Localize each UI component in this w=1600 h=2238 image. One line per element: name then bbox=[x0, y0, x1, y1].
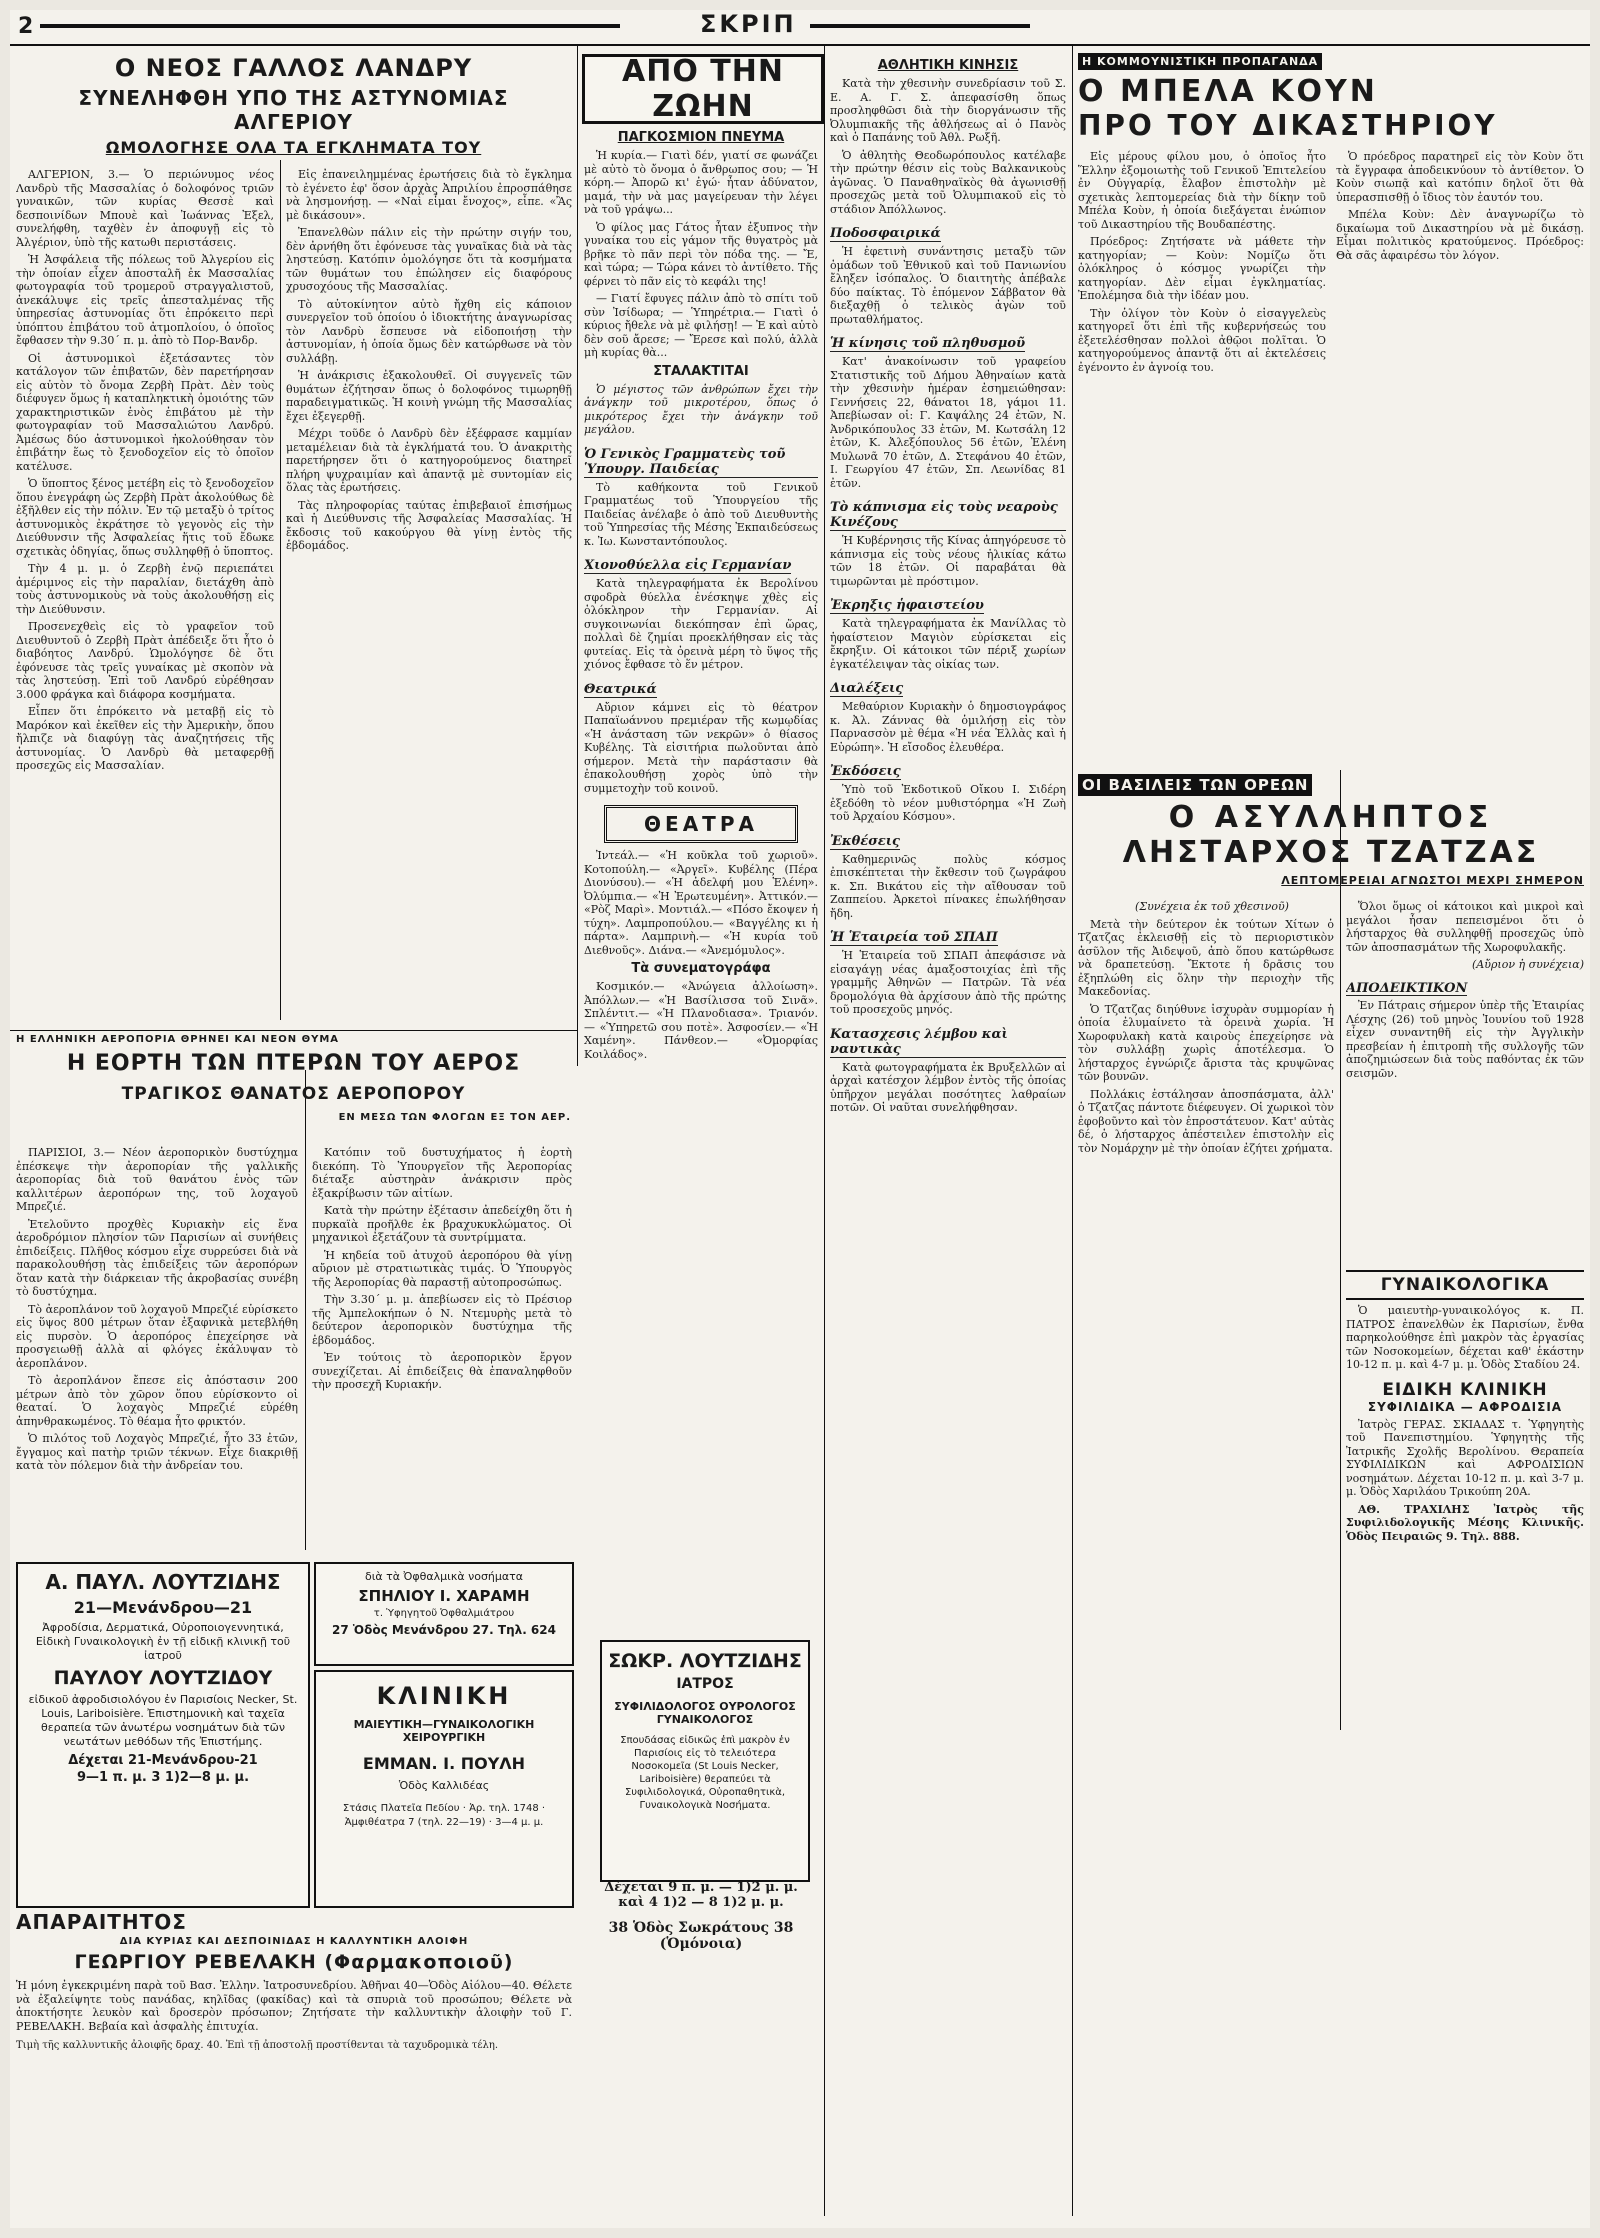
paragraph: Εἰς μέρους φίλου μου, ὁ ὁποῖος ἦτο Ἕλλην ἐξομοιωτὴς τοῦ Γενικοῦ Ἐπιτελείου ἐν Οὐγγαρίᾳ, ἔλαβον ἐπιστολὴν μὲ σχετικὰς λεπτομερείας διὰ τὴν δίκην τοῦ Μπέλα Κοὺν, ἡ ὁποία διεξάγεται ἐνώπιον τοῦ Δικαστηρίου τῆς Βουδαπέστης. bbox=[1078, 150, 1326, 231]
landru-headline: Ο ΝΕΟΣ ΓΑΛΛΟΣ ΛΑΝΔΡΥ bbox=[114, 54, 473, 82]
landru-article-left bbox=[16, 168, 274, 1028]
paragraph: Ἐν τούτοις τὸ ἀεροπορικὸν ἔργον συνεχίζεται. Αἱ ἐπιδείξεις θὰ ἐπαναληφθοῦν τὴν προσεχῆ Κυριακήν. bbox=[312, 1351, 572, 1391]
paragraph: Ἡ Ἀσφάλεια τῆς πόλεως τοῦ Ἀλγερίου εἰς τὴν ὁποίαν εἶχεν ἀποσταλῆ ἐκ Μασσαλίας φωτογραφία τοῦ τρομεροῦ στραγγαλιστοῦ, ἀνεκάλυψε εἰς τρεῖς ἀπεσταλμένας τῆς ὑπηρεσίας ἀστυνομίας ὅτι ἐπρόκειτο περὶ ὑπόπτου ἐπιβάτου τοῦ ἀτμοπλοίου, ὁ ὁποῖος ἔφθασεν τὴν 9.30΄ π. μ. ἀπὸ τὸ Πορ-Βανδρ. bbox=[16, 253, 274, 347]
paragraph: Ἐτελοῦντο προχθὲς Κυριακὴν εἰς ἕνα ἀεροδρόμιον πλησίον τῶν Παρισίων αἱ συνήθεις ἐπιδείξεις. Πλῆθος κόσμου εἶχε συρρεύσει διὰ νὰ παρακολουθήσῃ τὰς ἐπιδείξεις τῶν ἀεροπόρων ὅταν κατὰ τὴν διάρκειαν τῆς ἀκροβασίας συνέβη τὸ δυστύχημα. bbox=[16, 1217, 298, 1298]
ad-doctor-loutzidis-footer bbox=[590, 1880, 812, 2000]
ad-doctor-loutzidis bbox=[600, 1640, 810, 1882]
paragraph: Τὸ καθήκοντα τοῦ Γενικοῦ Γραμματέως τοῦ Ὑπουργείου τῆς Παιδείας ἀνέλαβε ὁ ἀπὸ τοῦ Διευθυντὴς τοῦ Ὑπηρεσίας τῆς Μέσης Ἐκπαιδεύσεως κ. Ἰω. Κωνσταντόπουλος. bbox=[584, 480, 818, 548]
section-heading: Κατασχεσις λέμβου καὶ ναυτικὰς bbox=[830, 1027, 1066, 1058]
paragraph: Μπέλα Κοὺν: Δὲν ἀναγνωρίζω τὸ δικαίωμα τοῦ Δικαστηρίου νὰ μὲ δικάσῃ. Εἶμαι πολιτικὸς κρατούμενος. Πρόεδρος: Θὰ σᾶς ἀφαιρέσω τὸν λόγον. bbox=[1336, 208, 1584, 262]
paragraph: Κατὰ φωτογραφήματα ἐκ Βρυξελλῶν αἱ ἀρχαὶ κατέσχον λέμβον ἐντὸς τῆς ὁποίας ὑπῆρχον μεγάλαι ποσότητες λαθραίων ποτῶν. Οἱ ναῦται συνελήφθησαν. bbox=[830, 1060, 1066, 1114]
aviation-kicker: Η ΕΛΛΗΝΙΚΗ ΑΕΡΟΠΟΡΙΑ ΘΡΗΝΕΙ ΚΑΙ ΝΕΟΝ ΘΥΜΑ bbox=[16, 1034, 340, 1045]
ad-specialty: ΣΥΦΙΛΙΔΟΛΟΓΟΣ ΟΥΡΟΛΟΓΟΣ ΓΥΝΑΙΚΟΛΟΓΟΣ bbox=[614, 1700, 796, 1726]
section-heading: ΣΤΑΛΑΚΤΙΤΑΙ bbox=[653, 363, 749, 379]
ad-address: 21—Μενάνδρου—21 bbox=[73, 1598, 253, 1617]
landru-headline-block bbox=[16, 52, 571, 162]
paragraph: Ὁ ἀθλητὴς Θεοδωρόπουλος κατέλαβε τὴν πρώτην θέσιν εἰς τοὺς Βαλκανικοὺς ἀγῶνας. Ὁ Παναθηναϊκὸς θὰ ἀγωνισθῇ προσεχῶς μετὰ τοῦ Ὀλυμπιακοῦ εἰς τὸ στάδιον Ἀπόλλωνος. bbox=[830, 148, 1066, 216]
theatres-heading: ΘΕΑΤΡΑ bbox=[644, 812, 758, 836]
banner-title: ΑΠΟ ΤΗΝ ΖΩΗΝ bbox=[622, 54, 784, 124]
section-heading: Ἐκδόσεις bbox=[830, 764, 901, 779]
brigand-headline: Ο ΑΣΥΛΛΗΠΤΟΣ bbox=[1168, 800, 1494, 835]
landru-deck: ΩΜΟΛΟΓΗΣΕ ΟΛΑ ΤΑ ΕΓΚΛΗΜΑΤΑ ΤΟΥ bbox=[105, 138, 482, 157]
paragraph: Κατὰ τηλεγραφήματα ἐκ Μανίλλας τὸ ἡφαίστειον Μαγιὸν εὑρίσκεται εἰς ἔκρηξιν. Οἱ κάτοικοι τῶν πέριξ χωρίων ἐγκατέλειψαν τὰς οἰκίας των. bbox=[830, 617, 1066, 671]
ad-name: ΣΩΚΡ. ΛΟΥΤΖΙΔΗΣ bbox=[608, 1650, 802, 1672]
ad-text: διὰ τὰ Ὀφθαλμικὰ νοσήματα bbox=[364, 1570, 524, 1583]
ad-name: ΓΕΩΡΓΙΟΥ ΡΕΒΕΛΑΚΗ (Φαρμακοποιοῦ) bbox=[74, 1951, 514, 1973]
ad-address: Ὁδὸς Καλλιδέας bbox=[398, 1779, 490, 1792]
ad-text: Σπουδάσας εἰδικῶς ἐπὶ μακρὸν ἐν Παρισίοις εἰς τὸ τελειότερα Νοσοκομεῖα (St Louis Necker, Lariboisière) θεραπεύει τὰ Συφιλιδολογικά, Οὐροπαθητικὰ, Γυναικολογικὰ Νοσήματα. bbox=[620, 1735, 790, 1811]
paragraph: Οἱ ἀστυνομικοὶ ἐξετάσαντες τὸν κατάλογον τῶν ἐπιβατῶν, δὲν παρετήρησαν εἰς αὐτὸν τὸ ὄνομα Ζερβὴ Πρὰτ. Δὲν τοὺς διέφυγεν ὅμως ἡ καταπληκτικὴ ὁμοιότης τῶν χαρακτηριστικῶν ἑνὸς ἐπιβάτου μὲ τὴν φωτογραφίαν τοῦ Μασσαλιώτου Λανδρύ. Ἀμέσως δύο ἀστυνομικοὶ ἠκολούθησαν τὸν ἐπιβάτην ἕως τὸ ξενοδοχεῖον εἰς τὸ ὁποῖον κατέλυσε. bbox=[16, 351, 274, 473]
paragraph: Πρόεδρος: Ζητήσατε νὰ μάθετε τὴν κατηγορίαν; — Κοὺν: Νομίζω ὅτι ὁλόκληρος ὁ κόσμος γνωρίζει τὴν κατηγορίαν. Δὲν εἶμαι ἐγκληματίας. Ἐπολέμησα διὰ τὴν ἰδέαν μου. bbox=[1078, 235, 1326, 302]
section-heading: Ἡ κίνησις τοῦ πληθυσμοῦ bbox=[830, 336, 1026, 351]
ad-charamis bbox=[314, 1562, 574, 1666]
paragraph: Εἰς ἐπανειλημμένας ἐρωτήσεις διὰ τὸ ἔγκλημα τὸ ἐγένετο ἐφ' ὅσον ἀρχὰς Ἀπριλίου ἐπροσπάθησε νὰ λησμονήσῃ. — «Ναὶ εἶμαι ἔνοχος», εἶπε. «Ἂς μὲ δικάσουν». bbox=[286, 168, 572, 222]
brigand-article-right bbox=[1346, 900, 1584, 1260]
brigand-deck: ΛΕΠΤΟΜΕΡΕΙΑΙ ΑΓΝΩΣΤΟΙ ΜΕΧΡΙ ΣΗΜΕΡΟΝ bbox=[1281, 874, 1584, 887]
section-heading: ΠΑΓΚΟΣΜΙΟΝ ΠΝΕΥΜΑ bbox=[617, 130, 785, 145]
ad-text: εἰδικοῦ ἀφροδισιολόγου ἐν Παρισίοις Necker, St. Louis, Lariboisière. Ἐπιστημονικὴ καὶ ταχεῖα θεραπεία τῶν ἀνωτέρω νοσημάτων διὰ τῶν νεωτάτων μεθόδων τῆς Ἐπιστήμης. bbox=[28, 1693, 298, 1748]
medical-ads bbox=[1346, 1270, 1584, 1730]
ad-hours: Δέχεται 21-Μενάνδρου-21 bbox=[68, 1753, 258, 1768]
aviation-article-left bbox=[16, 1146, 298, 1556]
paragraph: Μέχρι τοῦδε ὁ Λανδρὺ δὲν ἐξέφρασε καμμίαν μεταμέλειαν διὰ τὰ ἐγκλήματά του. Ὁ ἀνακριτὴς παρετήρησεν ὅτι ὁ κατηγορούμενος διατηρεῖ πλήρη ψυχραιμίαν καὶ ἀπαντᾷ μὲ συντομίαν εἰς ὅλας τὰς ἐρωτήσεις. bbox=[286, 427, 572, 494]
paragraph: Ἐν Πάτραις σήμερον ὑπὲρ τῆς Ἐταιρίας Λέσχης (26) τοῦ μηνὸς Ἰουνίου τοῦ 1928 εἶχεν συναντηθῆ εἰς τὴν Ἀγγλικὴν πρεσβείαν ἡ ἐπιτροπὴ τῆς συλλογῆς τῶν ἀποζημιώσεων διὰ τοὺς παθόντας ἐκ τῶν σεισμῶν. bbox=[1346, 999, 1584, 1080]
paragraph: Κατόπιν τοῦ δυστυχήματος ἡ ἑορτὴ διεκόπη. Τὸ Ὑπουργεῖον τῆς Ἀεροπορίας διέταξε αὐστηρὰν ἀνάκρισιν πρὸς ἐξακρίβωσιν τῶν αἰτίων. bbox=[312, 1146, 572, 1200]
paragraph: Κατὰ τὴν πρώτην ἐξέτασιν ἀπεδείχθη ὅτι ἡ πυρκαϊὰ προῆλθε ἐκ βραχυκυκλώματος. Οἱ μηχανικοὶ ἐξετάζουν τὰ συντρίμματα. bbox=[312, 1204, 572, 1244]
paragraph: Ὁ ὕποπτος ξένος μετέβη εἰς τὸ ξενοδοχεῖον ὅπου ἐνεγράφη ὡς Ζερβὴ Πρὰτ ἀκολούθως δὲ ἐξῆλθεν εἰς τὴν πόλιν. Ἐν τῷ μεταξὺ ὁ τρίτος ἀστυνομικὸς ἐκράτησε τὸ γεγονὸς εἰς τὴν Διεύθυνσιν τῆς Ἀσφαλείας ἥτις τοῦ ἔδωκε σχετικὰς ὁδηγίας, ὅπως συλληφθῇ ὁ ὕποπτος. bbox=[16, 477, 274, 558]
paragraph: Κατὰ τηλεγραφήματα ἐκ Βερολίνου σφοδρὰ θύελλα ἐνέσκηψε χθὲς εἰς ὁλόκληρον τὴν Γερμανίαν. Αἱ συγκοινωνίαι διεκόπησαν ἐπὶ ὥρας, πολλαὶ δὲ ζημίαι προεκλήθησαν εἰς τὰς φυτείας. Εἰς τὰ ὀρεινὰ μέρη τὸ ὕψος τῆς χιόνος ἔφθασε τὸ ἕν μέτρον. bbox=[584, 577, 818, 671]
theatres-box bbox=[604, 805, 798, 843]
paragraph: Πολλάκις ἐστάλησαν ἀποσπάσματα, ἀλλ' ὁ Τζατζας πάντοτε διέφευγεν. Οἱ χωρικοὶ τὸν ἐφοβοῦντο καὶ τὸν ἐπροστάτευον. Κατ' αὐτὰς δέ, ὁ λήσταρχος ἀπέστειλεν ἐπιστολὴν εἰς τὸν Νομάρχην μὲ τὴν ὁποίαν ἐζήτει χρήματα. bbox=[1078, 1087, 1334, 1155]
column-divider bbox=[305, 1070, 306, 1550]
newspaper-page bbox=[10, 10, 1590, 2228]
column-divider bbox=[280, 160, 281, 1020]
ad-clinic-poulis bbox=[314, 1670, 574, 1908]
paragraph: Προσενεχθεὶς εἰς τὸ γραφεῖον τοῦ Διευθυντοῦ ὁ Ζερβὴ Πρὰτ ἀπέδειξε ὅτι ἦτο ὁ διαβόητος Λανδρύ. Ὡμολόγησε δὲ ὅτι ἐφόνευσε τὰς τρεῖς γυναίκας μὲ σκοπὸν νὰ τὰς ληστεύσῃ. Ἐπὶ τοῦ Λανδρύ εὑρέθησαν 3.000 φράγκα καὶ διάφορα κοσμήματα. bbox=[16, 620, 274, 701]
paragraph: Ἡ Ἑταιρεία τοῦ ΣΠΑΠ ἀπεφάσισε νὰ εἰσαγάγῃ νέας ἀμαξοστοιχίας ἐπὶ τῆς γραμμῆς Ἀθηνῶν — Πατρῶν. Τὰ νέα δρομολόγια θὰ ἀρχίσουν ἀπὸ τῆς πρώτης τοῦ προσεχοῦς μηνός. bbox=[830, 949, 1066, 1016]
gynecology-heading: ΓΥΝΑΙΚΟΛΟΓΙΚΑ bbox=[1346, 1270, 1584, 1300]
ad-loutzidis bbox=[16, 1562, 310, 1908]
ad-title: ΚΛΙΝΙΚΗ bbox=[376, 1682, 512, 1710]
brigand-headline-block bbox=[1078, 774, 1584, 894]
paragraph: Τὸ ἀεροπλάνον ἔπεσε εἰς ἀπόστασιν 200 μέτρων ἀπὸ τὸν χῶρον ὅπου εὑρίσκοντο οἱ θεαταί. Ὁ λοχαγὸς Μπρεζιέ εὑρέθη ἀπηνθρακωμένος. Τὸ θέαμα ἦτο φρικτόν. bbox=[16, 1374, 298, 1428]
paragraph: Κοσμικόν.— «Ἀνώγεια ἀλλοίωση». Ἀπόλλων.— «Ἡ Βασίλισσα τοῦ Σινᾶ». Σπλέντιτ.— «Ἡ Πλανοδιασα». Τριανόν.— «Ὑπηρετῶ σου ποτὲ». Ἀσφοσίεν.— «Ἡ Χαμένη». Πάνθεον.— «Ὀμορφίας Κοιλάδος». bbox=[584, 980, 818, 1061]
ad-name: ΠΑΥΛΟΥ ΛΟΥΤΖΙΔΟΥ bbox=[53, 1667, 273, 1689]
section-heading: Τὰ συνεματογράφα bbox=[631, 961, 771, 976]
aviation-headline-block bbox=[16, 1034, 571, 1142]
ad-text: Ἡ μόνη ἐγκεκριμένη παρὰ τοῦ Βασ. Ἑλλην. Ἰατροσυνεδρίου. Ἀθῆναι 40—Ὁδὸς Αἰόλου—40. Θέλετε νὰ ἐξαλείψητε τοὺς πανάδας, κηλῖδας (φακίδας) καὶ τὰ σπυριὰ τοῦ προσώπου; Θέλετε νὰ ἀποκτήσητε λευκὸν καὶ δροσερὸν πρόσωπον; Ζητήσατε τὴν καλλυντικὴν ἀλοιφὴν τοῦ Γ. ΡΕΒΕΛΑΚΗ. Βεβαία καὶ ἀσφαλὴς ἐπιτυχία. bbox=[16, 1979, 572, 2033]
ad-revelakis bbox=[16, 1910, 572, 2210]
paragraph: Ἡ κυρία.— Γιατὶ δέν, γιατί σε φωνάζει μὲ αὐτὸ τὸ ὄνομα ὁ ἄνθρωπος σου; — Ἡ κόρη.— Ἀπορῶ κι' ἐγώ· ἦταν ἀδύνατον, μαμά, τὴν νὰ μας μαγείρευαν τὴν λέγει νὰ τοῦ γράψω... bbox=[584, 149, 818, 216]
ad-title: ΑΠΑΡΑΙΤΗΤΟΣ bbox=[16, 1910, 187, 1934]
paragraph: Τὴν 3.30΄ μ. μ. ἀπεβίωσεν εἰς τὸ Πρέσιορ τῆς Ἀμπελοκήπων ὁ Ν. Ντεμυρὴς μετὰ τὸ δεύτερον ἀεροπορικὸν δυστύχημα τῆς ἑβδομάδος. bbox=[312, 1293, 572, 1347]
paragraph: Ὁ μαιευτὴρ-γυναικολόγος κ. Π. ΠΑΤΡΟΣ ἐπανελθὼν ἐκ Παρισίων, ἔνθα παρηκολούθησε ἐπὶ μακρὸν τὰς ἐργασίας τῶν Νοσοκομείων, δέχεται καθ' ἑκάστην 10-12 π. μ. καὶ 4-7 μ. μ. Ὁδὸς Σταδίου 24. bbox=[1346, 1304, 1584, 1371]
paragraph: Ὁ φίλος μας Γάτος ἦταν ἐξυπνος τὴν γυναίκα του εἰς γάμον τῆς θυγατρὸς μὰ βρῆκε τὸ πᾶν περὶ τὸν πόδα της. — Ἔ, καὶ τώρα; — Τώρα κάνει τὸ ἀντίθετο. Τῆς φέρνει τὸ πᾶν εἰς τὸ κεφάλι της! bbox=[584, 220, 818, 288]
ad-name: ΕΜΜΑΝ. Ι. ΠΟΥΛΗ bbox=[362, 1754, 526, 1773]
column-divider bbox=[1072, 46, 1073, 2216]
section-heading: ΑΘΛΗΤΙΚΗ ΚΙΝΗΣΙΣ bbox=[877, 58, 1019, 73]
paragraph: Τὴν 4 μ. μ. ὁ Ζερβὴ ἐνῷ περιεπάτει ἀμέριμνος εἰς τὴν παραλίαν, διετάχθη ἀπὸ τοὺς ἀστυνομικοὺς νὰ τοὺς ἀκολουθήσῃ εἰς τὴν Διεύθυνσιν. bbox=[16, 562, 274, 616]
section-heading: Διαλέξεις bbox=[830, 681, 904, 696]
paragraph: Ἰντεάλ.— «Ἡ κοῦκλα τοῦ χωριοῦ». Κοτοπούλη.— «Ἀργεῖ». Κυβέλης (Πέρα Διονύσου).— «Ἡ ἀδελφή μου Ἑλένη». Ὀλύμπια.— «Ἡ Ἐρωτευμένη». Ἀττικόν.— «Ρὸζ Μαρὶ». Μοντιάλ.— «Πόσο ἔκοψεν ἡ τύχη». Λαμπροπούλου.— «Βαγγέλης κι ἡ πάρτα». Λαμπρινὴ.— «Ἡ κυρία τοῦ Διεθνοῦς». Διάνα.— «Ἀνεμόμυλος». bbox=[584, 849, 818, 957]
ad-hours: Δέχεται 9 π. μ. — 1)2 μ. μ. καὶ 4 1)2 — 8 1)2 μ. μ. bbox=[604, 1880, 798, 1910]
column-divider bbox=[577, 46, 578, 1066]
paragraph: — Γιατί ἔφυγες πάλιν ἀπὸ τὸ σπίτι τοῦ σὺν Ἰσίδωρα; — Ὑπηρέτρια.— Γιατὶ ὁ κύριος ἤθελε νὰ μὲ φιλήσῃ! — Ἐ καὶ αὐτὸ δὲν σοῦ ἄρεσε; — Ἔρεσε καὶ πολύ, ἀλλὰ μὴ κυρίας θὰ... bbox=[584, 292, 818, 359]
paragraph: Τὴν ὁλίγον τὸν Κοὺν ὁ εἰσαγγελεὺς κατηγορεῖ ὅτι ἐπὶ τῆς κυβερνήσεώς του ἐξετελέσθησαν πολλοὶ ἀθῷοι πολῖται. Ὁ κατηγορούμενος ἀπαντᾷ ὅτι αἱ ἐκτελέσεις ἐγένοντο ἐν ἀγνοίᾳ του. bbox=[1078, 306, 1326, 374]
masthead: ΣΚΡΙΠ bbox=[700, 10, 797, 38]
ad-sub: τ. Ὑφηγητοῦ Ὀφθαλμιάτρου bbox=[373, 1608, 515, 1619]
ad-title: Α. ΠΑΥΛ. ΛΟΥΤΖΙΔΗΣ bbox=[45, 1570, 281, 1594]
paragraph: Κατ' ἀνακοίνωσιν τοῦ γραφείου Στατιστικῆς τοῦ Δήμου Ἀθηναίων κατὰ τὴν χθεσινὴν ἡμέραν ἐσημειώθησαν: Γεννήσεις 22, θάνατοι 18, γάμοι 11. Ἀπεβίωσαν οἱ: Γ. Καψάλης 24 ἐτῶν, Ν. Ἀνδρικόπουλος 33 ἐτῶν, Μ. Κωτσάλη 12 ἐτῶν, Κ. Ἀλεξόπουλος 56 ἐτῶν, Ἑλένη Μυλωνᾶ 70 ἐτῶν, Δ. Στεφάνου 40 ἐτῶν, Ι. Γεωργίου 47 ἐτῶν, Σπ. Λεωνίδας 81 ἐτῶν. bbox=[830, 355, 1066, 490]
ad-price: Τιμὴ τῆς καλλυντικῆς ἀλοιφῆς δραχ. 40. Ἐπὶ τῇ ἀποστολῇ προστίθενται τὰ ταχυδρομικὰ τέλη. bbox=[16, 2040, 499, 2051]
paragraph: Ὁ πρόεδρος παρατηρεῖ εἰς τὸν Κοὺν ὅτι τὰ ἔγγραφα ἀποδεικνύουν τὸ ἀντίθετον. Ὁ Κοὺν σιωπᾷ καὶ κατόπιν δηλοῖ ὅτι θὰ ὑπερασπισθῇ ὁ ἴδιος τὸν ἑαυτόν του. bbox=[1336, 150, 1584, 204]
continuation-note: (Αὔριον ἡ συνέχεια) bbox=[1472, 958, 1584, 971]
aviation-deck: ΕΝ ΜΕΣΩ ΤΩΝ ΦΛΟΓΩΝ ΕΞ ΤΟΝ ΑΕΡ. bbox=[338, 1112, 571, 1123]
ad-sub: ΔΙΑ ΚΥΡΙΑΣ ΚΑΙ ΔΕΣΠΟΙΝΙΔΑΣ Η ΚΑΛΛΥΝΤΙΚΗ ΑΛΟΙΦΗ bbox=[119, 1936, 469, 1947]
section-heading: Ἐκθέσεις bbox=[830, 833, 900, 849]
bela-kun-subheadline: ΠΡΟ ΤΟΥ ΔΙΚΑΣΤΗΡΙΟΥ bbox=[1078, 109, 1498, 142]
paragraph: Ὑπὸ τοῦ Ἐκδοτικοῦ Οἴκου Ι. Σιδέρη ἐξεδόθη τὸ νέον μυθιστόρημα «Ἡ Ζωὴ τοῦ Ἀρχαίου Κόσμου». bbox=[830, 783, 1066, 823]
paragraph: Τὸ αὐτοκίνητον αὐτὸ ἤχθη εἰς κάποιον συνεργεῖον τοῦ ὁποίου ὁ ἰδιοκτήτης ἀναγνωρίσας τὸν Λανδρὺ ἔσπευσε νὰ εἰδοποιήσῃ τὴν ἀστυνομίαν, ἡ ὁποία ὅμως δὲν κατώρθωσε νὰ τὸν συλλάβῃ. bbox=[286, 297, 572, 365]
section-heading: Ἐκρηξις ἡφαιστείου bbox=[830, 598, 984, 613]
ad-info: Στάσις Πλατεῖα Πεδίου · Ἀρ. τηλ. 1748 · Ἀμφιθέατρα 7 (τηλ. 22—19) · 3—4 μ. μ. bbox=[342, 1803, 546, 1828]
paragraph: Ὁ μέγιστος τῶν ἀνθρώπων ἔχει τὴν ἀνάγκην τοῦ μικροτέρου, ὅπως ὁ μικρότερος ἔχει τὴν ἀνάγκην τοῦ μεγάλου. bbox=[584, 382, 818, 436]
continuation-note: (Συνέχεια ἐκ τοῦ χθεσινοῦ) bbox=[1135, 900, 1289, 913]
aviation-subheadline: ΤΡΑΓΙΚΟΣ ΘΑΝΑΤΟΣ ΑΕΡΟΠΟΡΟΥ bbox=[121, 1084, 466, 1104]
ad-title: ΙΑΤΡΟΣ bbox=[676, 1676, 734, 1692]
paragraph: Ἡ κηδεία τοῦ ἀτυχοῦ ἀεροπόρου θὰ γίνῃ αὔριον μὲ στρατιωτικὰς τιμάς. Ὁ Ὑπουργὸς τῆς Ἀεροπορίας θὰ παραστῇ αὐτοπροσώπως. bbox=[312, 1248, 572, 1289]
paragraph: Μετὰ τὴν δεύτερον ἐκ τούτων Χίτων ὁ Τζατζας ἐκλεισθῇ εἰς τὸ περιοριστικὸν ἀσῦλον τῆς Ἀιδεψοῦ, ἀπὸ ὅπου κατώρθωσε νὰ δραπετεύσῃ. Ἔκτοτε ἡ δρᾶσις του ἐξηπλώθη εἰς ὅλην τὴν περιοχὴν τῆς Μακεδονίας. bbox=[1078, 917, 1334, 998]
paragraph: Κατὰ τὴν χθεσινὴν συνεδρίασιν τοῦ Σ. Ε. Α. Γ. Σ. ἀπεφασίσθη ὅπως προσληφθῶσι διὰ τὴν διοργάνωσιν τῆς Ὀλυμπιακῆς τῆς ἀθλήσεως αἱ ὁ Πανὸς καὶ ὁ Παπάνης τοῦ Ἀθλ. Ρωξῆ. bbox=[830, 77, 1066, 144]
paragraph: Ὅλοι ὅμως οἱ κάτοικοι καὶ μικροὶ καὶ μεγάλοι ἦσαν πεπεισμένοι ὅτι ὁ λήσταρχος θὰ συλληφθῇ προσεχῶς ὑπὸ τῶν ἀποσπασμάτων τῆς Χωροφυλακῆς. bbox=[1346, 900, 1584, 954]
brigand-headline-2: ΛΗΣΤΑΡΧΟΣ ΤΖΑΤΖΑΣ bbox=[1122, 835, 1540, 870]
aviation-article-right bbox=[312, 1146, 572, 1556]
paragraph: Ὁ πιλότος τοῦ Λοχαγὸς Μπρεζιέ, ἦτο 33 ἐτῶν, ἔγγαμος καὶ πατὴρ τριῶν τέκνων. Εἶχε διακριθῇ κατὰ τὸν πόλεμον διὰ τὴν ἀνδρείαν του. bbox=[16, 1432, 298, 1472]
header-rule-left bbox=[40, 24, 620, 28]
paragraph: Τὸ ἀεροπλάνον τοῦ λοχαγοῦ Μπρεζιέ εὑρίσκετο εἰς ὕψος 800 μέτρων ὅταν ἐξαφνικὰ μετεβλήθη εἰς πυρσὸν. Ὁ ἀεροπόρος ἐπεχείρησε νὰ προσγειωθῇ ἀλλὰ αἱ φλόγες ἐκάλυψαν τὸ ἀεροπλάνον. bbox=[16, 1302, 298, 1370]
paragraph: Ἡ ἀνάκρισις ἐξακολουθεῖ. Οἱ συγγενεῖς τῶν θυμάτων ἐζήτησαν ὅπως ὁ δολοφόνος τιμωρηθῇ παραδειγματικῶς. Ἡ κοινὴ γνώμη τῆς Μασσαλίας ἔχει ἐξεγερθῇ. bbox=[286, 369, 572, 423]
header-rule-mid bbox=[810, 24, 1030, 28]
column-divider bbox=[824, 46, 825, 2216]
landru-article-right bbox=[286, 168, 572, 1028]
column-divider bbox=[1340, 770, 1341, 1730]
paragraph: Τὰς πληροφορίας ταύτας ἐπιβεβαιοῖ ἐπισήμως καὶ ἡ Διεύθυνσις τῆς Ἀσφαλείας Μασσαλίας. Ἡ ἔκδοσις τοῦ κακούργου θὰ γίνῃ ἐντὸς τῆς ἑβδομάδος. bbox=[286, 498, 572, 552]
special-clinic-heading: ΕΙΔΙΚΗ ΚΛΙΝΙΚΗ bbox=[1382, 1379, 1548, 1400]
section-heading: Θεατρικά bbox=[584, 681, 657, 697]
paragraph: Ἡ ἐφετινὴ συνάντησις μεταξὺ τῶν ὁμάδων τοῦ Ἐθνικοῦ καὶ τοῦ Πανιωνίου ἔληξεν ἰσόπαλος. Ὁ διαιτητὴς ἀπέβαλε δύο παίκτας. Τὸ ἐπόμενον Σάββατον θὰ διεξαχθῇ ὁ τελικὸς ἀγὼν τοῦ πρωταθλήματος. bbox=[830, 245, 1066, 326]
page-number: 2 bbox=[18, 14, 34, 39]
brigand-article-left bbox=[1078, 900, 1334, 1720]
paragraph: Ἡ Κυβέρνησις τῆς Κίνας ἀπηγόρευσε τὸ κάπνισμα εἰς τοὺς νέους ἡλικίας κάτω τῶν 18 ἐτῶν. Οἱ παραβάται θὰ τιμωρῶνται μὲ πρόστιμον. bbox=[830, 534, 1066, 588]
ad-times: 9—1 π. μ. 3 1)2—8 μ. μ. bbox=[76, 1770, 250, 1785]
paragraph: ΑΛΓΕΡΙΟΝ, 3.— Ὁ περιώνυμος νέος Λανδρὺ τῆς Μασσαλίας ὁ δολοφόνος τριῶν γυναικῶν, τῶν κυρίας Θεσσὲ καὶ δεσποινίδων Μπουὲ καὶ Ἰωάννας Ἐξελ, συνελήφθη, ταχθὲν ἐν ἀποφυγῇ εἰς τὸ Ἀλγέριον, ὑπὸ τῆς κατωθι περιστάσεις. bbox=[16, 168, 274, 249]
section-heading: Ποδοσφαιρικά bbox=[830, 226, 941, 241]
paragraph: Ἰατρὸς ΓΕΡΑΣ. ΣΚΙΑΔΑΣ τ. Ὑφηγητὴς τοῦ Πανεπιστημίου. Ὑφηγητὴς τῆς Ἰατρικῆς Σχολῆς Βερολίνου. Θεραπεία ΣΥΦΙΛΙΔΙΚΩΝ καὶ ΑΦΡΟΔΙΣΙΩΝ νοσημάτων. Δέχεται 10-12 π. μ. καὶ 3-7 μ. μ. Ὁδὸς Χαριλάου Τρικούπη 20Α. bbox=[1346, 1417, 1584, 1498]
banner-box bbox=[582, 54, 824, 124]
aviation-headline: Η ΕΟΡΤΗ ΤΩΝ ΠΤΕΡΩΝ ΤΟΥ ΑΕΡΟΣ bbox=[66, 1051, 521, 1076]
kicker: ΟΙ ΒΑΣΙΛΕΙΣ ΤΩΝ ΟΡΕΩΝ bbox=[1078, 774, 1312, 796]
section-heading: Τὸ κάπνισμα εἰς τοὺς νεαροὺς Κινέζους bbox=[830, 500, 1066, 531]
ad-name: ΣΠΗΛΙΟΥ Ι. ΧΑΡΑΜΗ bbox=[358, 1587, 530, 1605]
paragraph: Αὔριον κάμνει εἰς τὸ θέατρον Παπαϊωάννου πρεμιέραν τῆς κωμῳδίας «Ἡ ἀνάσταση τῶν νεκρῶν» ὁ θίασος Κυβέλης. Τὰ εἰσιτήρια πωλοῦνται ἀπὸ σήμερον. Μετὰ τὴν παράστασιν θὰ ἐπακολουθήσῃ χορὸς ὑπὸ τὴν συμμετοχὴν τοῦ κοινοῦ. bbox=[584, 700, 818, 795]
section-heading: Χιονοθύελλα εἰς Γερμανίαν bbox=[584, 558, 792, 573]
paragraph: Μεθαύριον Κυριακὴν ὁ δημοσιογράφος κ. Ἀλ. Ζάννας θὰ ὁμιλήσῃ εἰς τὸν Παρνασσὸν μὲ θέμα «Ἡ νέα Ἑλλὰς καὶ ἡ Εὐρώπη». Ἡ εἴσοδος ἐλευθέρα. bbox=[830, 700, 1066, 754]
paragraph: ΠΑΡΙΣΙΟΙ, 3.— Νέον ἀεροπορικὸν δυστύχημα ἐπέσκεψε τὴν ἀεροπορίαν τῆς γαλλικῆς ἀεροπορίας διὰ τοῦ θανάτου ἑνὸς τῶν καλλιτέρων ἀεροπόρων της, τοῦ λοχαγοῦ Μπρεζιέ. bbox=[16, 1146, 298, 1213]
paragraph: Ἐπανελθὼν πάλιν εἰς τὴν πρώτην σιγήν του, δὲν ἀρνήθη ὅτι ἐφόνευσε τὰς γυναῖκας διὰ νὰ τὰς ληστεύσῃ. Κατόπιν ὁμολόγησε ὅτι τὰ κοσμήματα τῶν θυμάτων του ἐπώλησεν εἰς διαφόρους χρυσοχόους τῆς Μασσαλίας. bbox=[286, 226, 572, 293]
header-underline bbox=[10, 44, 1590, 46]
ad-address: 38 Ὁδὸς Σωκράτους 38 (Ὁμόνοια) bbox=[608, 1920, 794, 1952]
landru-subheadline: ΣΥΝΕΛΗΦΘΗ ΥΠΟ ΤΗΣ ΑΣΤΥΝΟΜΙΑΣ ΑΛΓΕΡΙΟΥ bbox=[78, 86, 509, 134]
ad-address: 27 Ὁδὸς Μενάνδρου 27. Τηλ. 624 bbox=[332, 1623, 556, 1637]
section-heading: ΑΠΟΔΕΙΚΤΙΚΟΝ bbox=[1346, 980, 1468, 996]
paragraph: Καθημερινῶς πολὺς κόσμος ἐπισκέπτεται τὴν ἔκθεσιν τοῦ ζωγράφου κ. Σπ. Βικάτου εἰς τὴν αἴθουσαν τοῦ Ζαππείου. Ἀρκετοὶ πίνακες ἐπωλήθησαν ἤδη. bbox=[830, 852, 1066, 920]
bela-kun-article bbox=[1078, 50, 1584, 770]
ad-sub: ΜΑΙΕΥΤΙΚΗ—ΓΥΝΑΙΚΟΛΟΓΙΚΗ ΧΕΙΡΟΥΡΓΙΚΗ bbox=[353, 1718, 535, 1744]
paragraph: ΑΘ. ΤΡΑΧΙΛΗΣ Ἰατρὸς τῆς Συφιλιδολογικῆς Μέσης Κλινικῆς. Ὁδὸς Πειραιῶς 9. Τηλ. 888. bbox=[1346, 1502, 1584, 1543]
column-from-life bbox=[584, 126, 818, 1186]
section-heading: Ἡ Ἑταιρεία τοῦ ΣΠΑΠ bbox=[830, 930, 998, 945]
bela-kun-headline: Ο ΜΠΕΛΑ ΚΟΥΝ bbox=[1078, 74, 1378, 109]
special-clinic-subheading: ΣΥΦΙΛΙΔΙΚΑ — ΑΦΡΟΔΙΣΙΑ bbox=[1367, 1399, 1563, 1414]
kicker: Η ΚΟΜΜΟΥΝΙΣΤΙΚΗ ΠΡΟΠΑΓΑΝΔΑ bbox=[1078, 53, 1322, 70]
paragraph: Ὁ Τζατζας διηύθυνε ἰσχυρὰν συμμορίαν ἡ ὁποία ἐλυμαίνετο τὰ ὀρεινὰ χωρία. Ἡ Χωροφυλακὴ κατὰ καιροὺς ἐπεχείρησε νὰ τὸν συλλάβῃ χωρὶς ἀποτέλεσμα. Ὁ λήσταρχος ἐγνώριζε ἄριστα τὰς κρυψῶνας τῶν βουνῶν. bbox=[1078, 1002, 1334, 1083]
section-heading: Ὁ Γενικὸς Γραμματεὺς τοῦ Ὑπουργ. Παιδείας bbox=[584, 447, 818, 478]
column-news-briefs bbox=[830, 54, 1066, 2214]
section-rule bbox=[10, 1030, 577, 1031]
ad-text: Ἀφροδίσια, Δερματικά, Οὐροποιογεννητικά, Εἰδικὴ Γυναικολογικὴ ἐν τῇ εἰδικῇ κλινικῇ τοῦ ἰατροῦ bbox=[35, 1621, 291, 1662]
paragraph: Εἶπεν ὅτι ἐπρόκειτο νὰ μεταβῇ εἰς τὸ Μαρόκον καὶ ἐκεῖθεν εἰς τὴν Ἀμερικὴν, ὅπου ἤλπιζε νὰ διαφύγῃ τὰς ἀναζητήσεις τῆς ἀστυνομίας. Ὁ Λανδρὺ θὰ μεταφερθῇ προσεχῶς εἰς Μασσαλίαν. bbox=[16, 705, 274, 772]
